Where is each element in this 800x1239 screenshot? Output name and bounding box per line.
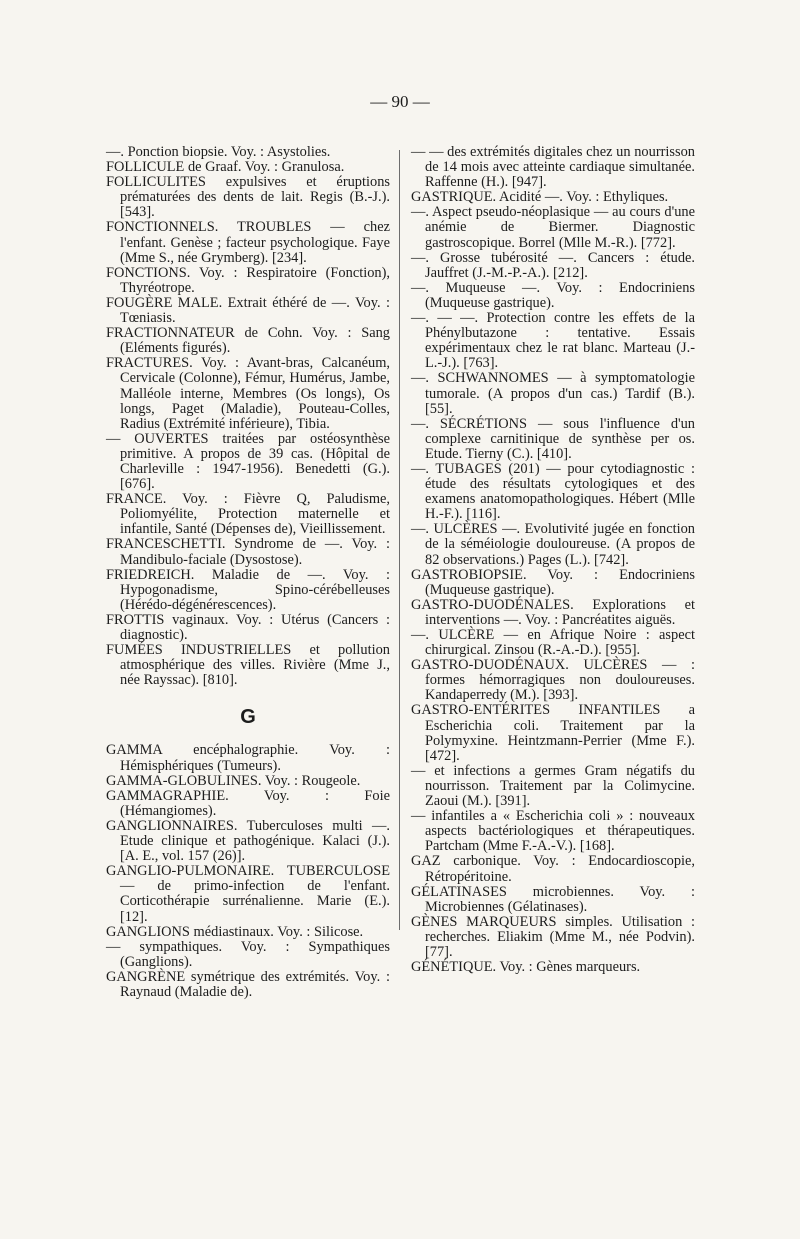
index-entry: —. Aspect pseudo-néoplasique — au cours d'une anémie de Biermer. Diagnostic gastroscopique. Borrel (Mlle M.-R.). [772]. (411, 204, 695, 251)
index-entry: — infantiles a « Escherichia coli » : nouveaux aspects bactériologiques et thérapeutiques. Partcham (Mme F.-A.-V.). [168]. (411, 808, 695, 855)
index-entry: —. Ponction biopsie. Voy. : Asystolies. (106, 144, 331, 160)
index-entry: —. SCHWANNOMES — à symptomatologie tumorale. (A propos d'un cas.) Tardif (B.). [55]. (411, 370, 695, 417)
index-entry: GASTRIQUE. Acidité —. Voy. : Ethyliques. (411, 189, 669, 206)
index-entry: — OUVERTES traitées par ostéosynthèse primitive. A propos de 39 cas. (Hôpital de Charleville : 1947-1956). Benedetti (G.). [676]. (106, 430, 390, 493)
entries-before-g (106, 145, 390, 688)
index-entry: —. Grosse tubérosité —. Cancers : étude. Jauffret (J.-M.-P.-A.). [212]. (411, 249, 695, 281)
index-entry: FUMÉES INDUSTRIELLES et pollution atmosphérique des villes. Rivière (Mme J., née Rayssac). [810]. (106, 642, 390, 689)
index-entry: GÉNÉTIQUE. Voy. : Gènes marqueurs. (411, 959, 641, 976)
index-entry: FOLLICULITES expulsives et éruptions prématurées des dents de lait. Regis (B.-J.). [543]. (106, 174, 390, 221)
index-entry: GANGLIO-PULMONAIRE. TUBERCULOSE — de primo-infection de l'enfant. Corticothérapie surrénalienne. Marie (E.). [12]. (106, 863, 390, 925)
index-entry: FOUGÈRE MALE. Extrait éthéré de —. Voy. : Tœniasis. (106, 294, 390, 327)
index-entry: FONCTIONS. Voy. : Respiratoire (Fonction), Thyréotrope. (106, 264, 390, 296)
column-divider (399, 150, 400, 930)
index-entry: —. Muqueuse —. Voy. : Endocriniens (Muqueuse gastrique). (411, 279, 695, 311)
index-entry: GÈNES MARQUEURS simples. Utilisation : recherches. Eliakim (Mme M., née Podvin). [77]. (411, 913, 695, 960)
index-entry: FRIEDREICH. Maladie de —. Voy. : Hypogonadisme, Spino-cérébelleuses (Hérédo-dégénérescences). (106, 566, 390, 613)
index-entry: GASTRO-DUODÉNALES. Explorations et interventions —. Voy. : Pancréatites aiguës. (411, 596, 695, 628)
index-entry: GANGLIONNAIRES. Tuberculoses multi —. Etude clinique et pathogénique. Kalaci (J.). [A. E., vol. 157 (26)]. (106, 817, 390, 865)
index-entry: —. SÉCRÉTIONS — sous l'influence d'un complexe carnitinique de synthèse per os. Etude. Tierny (C.). [410]. (411, 415, 695, 462)
right-entries (411, 145, 695, 975)
index-entry: FROTTIS vaginaux. Voy. : Utérus (Cancers : diagnostic). (106, 611, 390, 643)
index-entry: — et infections a germes Gram négatifs du nourrisson. Traitement par la Colimycine. Zaoui (M.). [391]. (411, 762, 695, 810)
left-column (106, 145, 390, 1000)
index-entry: FRACTURES. Voy. : Avant-bras, Calcanéum, Cervicale (Colonne), Fémur, Humérus, Jambe, Malléole interne, Membres (Os longs), Os longs, Paget (Maladie), Pouteau-Colles, Radius (Extrémité inférieure), Tibia. (106, 355, 390, 432)
index-entry: —. ULCÈRES —. Evolutivité jugée en fonction de la séméiologie douloureuse. (A propos de 82 observations.) Pages (L.). [742]. (411, 521, 695, 568)
index-entry: GANGRÈNE symétrique des extrémités. Voy. : Raynaud (Maladie de). (106, 968, 390, 1000)
index-entry: GAMMA-GLOBULINES. Voy. : Rougeole. (106, 772, 361, 789)
index-entry: — — des extrémités digitales chez un nourrisson de 14 mois avec atteinte cardiaque simultanée. Raffenne (H.). [947]. (411, 144, 695, 191)
index-entry: FRANCE. Voy. : Fièvre Q, Paludisme, Poliomyélite, Protection maternelle et infantile, Santé (Dépenses de), Vieillissement. (106, 491, 390, 538)
section-letter-g: G (240, 706, 256, 729)
index-entry: —. ULCÈRE — en Afrique Noire : aspect chirurgical. Zinsou (R.-A.-D.). [955]. (411, 627, 695, 659)
index-entry: FONCTIONNELS. TROUBLES — chez l'enfant. Genèse ; facteur psychologique. Faye (Mme S., née Grymberg). [234]. (106, 219, 390, 266)
index-entry: GAMMAGRAPHIE. Voy. : Foie (Hémangiomes). (106, 787, 390, 819)
index-entry: FRANCESCHETTI. Syndrome de —. Voy. : Mandibulo-faciale (Dysostose). (106, 536, 390, 568)
index-entry: FOLLICULE de Graaf. Voy. : Granulosa. (106, 159, 345, 176)
index-entry: —. TUBAGES (201) — pour cytodiagnostic : étude des résultats cytologiques et des examens anatomopathologiques. Hébert (Mlle H.-F.). [116]. (411, 460, 695, 523)
index-entry: GASTRO-DUODÉNAUX. ULCÈRES — : formes hémorragiques non douloureuses. Kandaperredy (M.). [393]. (411, 657, 695, 704)
index-entry: —. — —. Protection contre les effets de la Phénylbutazone : tentative. Essais expérimentaux chez le rat blanc. Marteau (J.-L.-J.). [763]. (411, 310, 695, 372)
index-entry: GASTROBIOPSIE. Voy. : Endocriniens (Muqueuse gastrique). (411, 566, 695, 598)
index-entry: GAZ carbonique. Voy. : Endocardioscopie, Rétropéritoine. (411, 853, 695, 885)
right-column (411, 145, 695, 975)
index-entry: GASTRO-ENTÉRITES INFANTILES a Escherichia coli. Traitement par la Polymyxine. Heintzmann-Perrier (Mme F.). [472]. (411, 702, 695, 764)
entries-after-g (106, 743, 390, 1000)
index-entry: FRACTIONNATEUR de Cohn. Voy. : Sang (Eléments figurés). (106, 325, 390, 357)
index-entry: — sympathiques. Voy. : Sympathiques (Ganglions). (106, 938, 390, 970)
index-entry: GÉLATINASES microbiennes. Voy. : Microbiennes (Gélatinases). (411, 883, 695, 915)
index-entry: GANGLIONS médiastinaux. Voy. : Silicose. (106, 923, 364, 940)
page-number: — 90 — (370, 92, 430, 111)
index-entry: GAMMA encéphalographie. Voy. : Hémisphériques (Tumeurs). (106, 742, 390, 774)
